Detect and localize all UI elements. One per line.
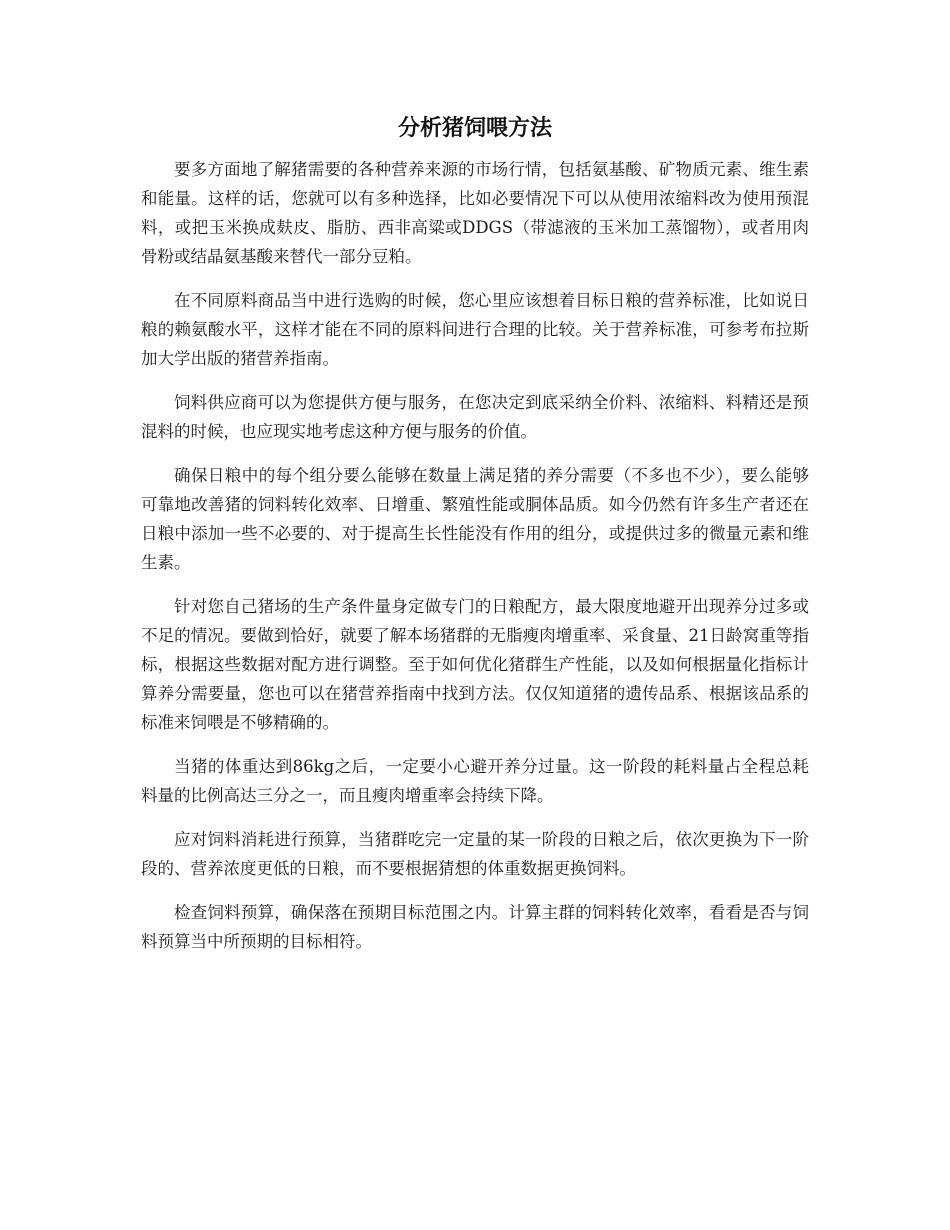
paragraph-3: 饲料供应商可以为您提供方便与服务，在您决定到底采纳全价料、浓缩料、料精还是预混料的时候，也应现实地考虑这种方便与服务的价值。 <box>141 393 809 441</box>
paragraph-2: 在不同原料商品当中进行选购的时候，您心里应该想着目标日粮的营养标准，比如说日粮的赖氨酸水平，这样才能在不同的原料间进行合理的比较。关于营养标准，可参考布拉斯加大学出版的猪营养指南。 <box>141 291 809 368</box>
paragraph-5: 针对您自己猪场的生产条件量身定做专门的日粮配方，最大限度地避开出现养分过多或不足的情况。要做到恰好，就要了解本场猪群的无脂瘦肉增重率、采食量、21日龄窝重等指标，根据这些数据对配方进行调整。至于如何优化猪群生产性能，以及如何根据量化指标计算养分需要量，您也可以在猪营养指南中找到方法。仅仅知道猪的遗传品系、根据该品系的标准来饲喂是不够精确的。 <box>141 597 809 732</box>
paragraph-7: 应对饲料消耗进行预算，当猪群吃完一定量的某一阶段的日粮之后，依次更换为下一阶段的、营养浓度更低的日粮，而不要根据猜想的体重数据更换饲料。 <box>141 830 809 878</box>
document-title: 分析猪饲喂方法 <box>397 115 552 141</box>
paragraph-8: 检查饲料预算，确保落在预期目标范围之内。计算主群的饲料转化效率，看看是否与饲料预算当中所预期的目标相符。 <box>141 903 809 951</box>
paragraph-4: 确保日粮中的每个组分要么能够在数量上满足猪的养分需要（不多也不少），要么能够可靠地改善猪的饲料转化效率、日增重、繁殖性能或胴体品质。如今仍然有许多生产者还在日粮中添加一些不必要的、对于提高生长性能没有作用的组分，或提供过多的微量元素和维生素。 <box>141 466 809 572</box>
paragraph-6: 当猪的体重达到86kg之后，一定要小心避开养分过量。这一阶段的耗料量占全程总耗料量的比例高达三分之一，而且瘦肉增重率会持续下降。 <box>141 757 809 805</box>
paragraph-1: 要多方面地了解猪需要的各种营养来源的市场行情，包括氨基酸、矿物质元素、维生素和能量。这样的话，您就可以有多种选择，比如必要情况下可以从使用浓缩料改为使用预混料，或把玉米换成麸皮、脂肪、西非高粱或DDGS（带滤液的玉米加工蒸馏物），或者用肉骨粉或结晶氨基酸来替代一部分豆粕。 <box>141 160 809 266</box>
document-body <box>141 155 809 971</box>
